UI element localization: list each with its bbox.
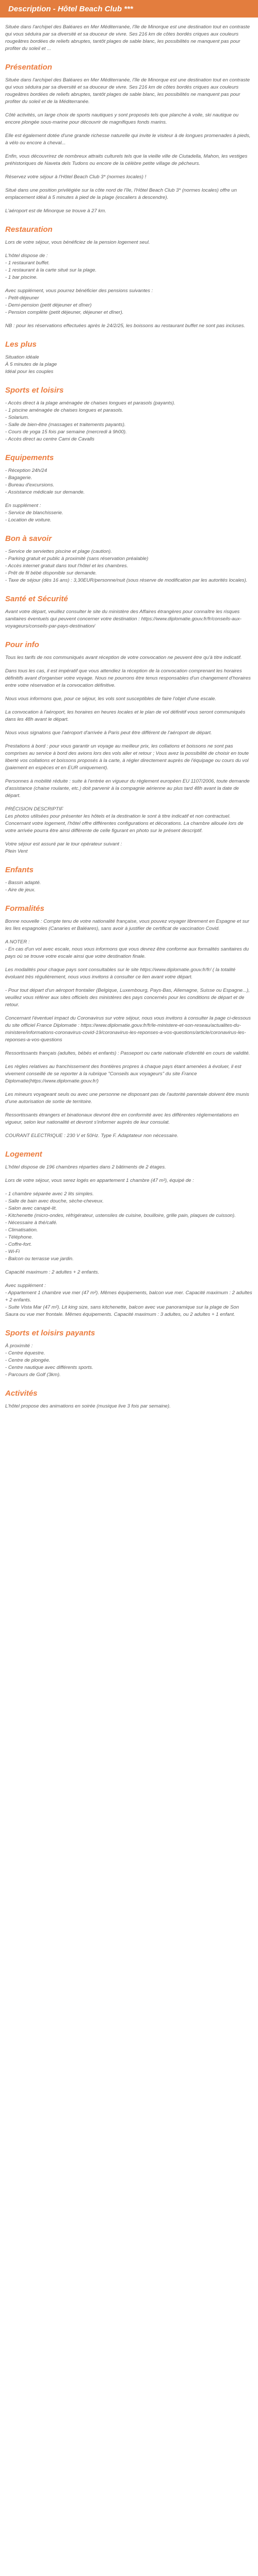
list-item: - 1 bar piscine. <box>5 275 38 280</box>
paragraph: Les photos utilisées pour présenter les hôtels et la destination le sont à titre indicatif et non contractuel. Concernant votre logement, l'hôtel offre différentes configurations et décorations. La chambre allouée lors de votre arrivée pourra être ainsi différente de celle figurant en photo sur le présent descriptif. <box>5 814 244 834</box>
list-item: - Assistance médicale sur demande. <box>5 489 85 495</box>
list-item: - Accès direct au centre Cami de Cavalls <box>5 436 94 442</box>
section-title-equipements: Equipements <box>5 453 54 462</box>
section-title-presentation: Présentation <box>5 63 52 72</box>
section-title-sports-payants: Sports et loisirs payants <box>5 1329 95 1337</box>
list-item: - Balcon ou terrasse vue jardin. <box>5 1256 74 1262</box>
paragraph: - Pour tout départ d'un aéroport frontalier (Belgique, Luxembourg, Pays-Bas, Allemagne, Suisse ou Espagne...), veuillez vous référer aux sites officiels des ministères des pays concernés pour les conditions de départ et de retour. <box>5 988 250 1008</box>
section-title-formalites: Formalités <box>5 904 44 913</box>
list-item: - Salle de bain avec douche, sèche-cheveux. <box>5 1198 104 1204</box>
paragraph: Nous vous informons que, pour ce séjour, les vols sont susceptibles de faire l'objet d'une escale. <box>5 696 216 702</box>
kids-list <box>5 879 253 894</box>
list-item: - 1 restaurant à la carte situé sur la plage. <box>5 267 97 273</box>
description-content <box>0 18 258 1410</box>
paragraph: Ressortissants français (adultes, bébés et enfants) : Passeport ou carte nationale d'identité en cours de validité. <box>5 1050 250 1056</box>
list-item: - Parking gratuit et public à proximité (sans réservation préalable) <box>5 556 149 562</box>
paragraph: Nous vous signalons que l'aéroport d'arrivée à Paris peut être différent de l'aéroport de départ. <box>5 730 212 736</box>
list-item: - Bagagerie. <box>5 475 33 481</box>
restaurant-list <box>5 252 253 281</box>
list-intro: À proximité : <box>5 1343 33 1349</box>
paragraph: L'hôtel dispose de 196 chambres réparties dans 2 bâtiments de 2 étages. <box>5 1164 166 1170</box>
equipment-list <box>5 467 253 496</box>
paragraph: Les modalités pour chaque pays sont consultables sur le site https://www.diplomatie.gouv.fr/fr/ ( la totalité évoluant très régulièrement, nous vous invitons à consulter ce lien avant votre départ. <box>5 967 236 980</box>
subheading: Avec supplément : <box>5 1283 46 1289</box>
section-title-sante: Santé et Sécurité <box>5 595 68 603</box>
subheading: A NOTER : <box>5 939 30 945</box>
list-item: - Service de blanchisserie. <box>5 510 63 516</box>
pension-list <box>5 287 253 316</box>
list-item: Situation idéale <box>5 354 39 360</box>
list-item: Idéal pour les couples <box>5 369 54 375</box>
list-intro: L'hôtel dispose de : <box>5 253 48 259</box>
subheading: PRÉCISION DESCRIPTIF <box>5 806 63 812</box>
list-item: - Demi-pension (petit déjeuner et dîner) <box>5 302 92 308</box>
paragraph: Située dans l'archipel des Baléares en Mer Méditerranée, l'île de Minorque est une destination tout en contraste qui vous séduira par sa diversité et sa douceur de vivre. Ses 216 km de côtes bordés criques aux couleurs rougeâtres bordées de reliefs abruptes, tantôt plages de sable blanc, les possibilités ne manquent pas pour profiter du soleil et de la Méditerranée. <box>5 77 250 105</box>
page-title: Description - Hôtel Beach Club *** <box>0 0 258 18</box>
list-item: - Petit-déjeuner <box>5 295 39 301</box>
list-item: - Wi-Fi <box>5 1249 20 1255</box>
list-item: - Nécessaire à thé/café. <box>5 1220 58 1226</box>
paragraph: Personnes à mobilité réduite : suite à l'entrée en vigueur du règlement européen EU 1107/2006, toute demande d'assistance (chaise roulante, etc.) doit parvenir à la compagnie aérienne au plus tard 48h avant la date de départ. <box>5 778 250 799</box>
paragraph: Réservez votre séjour à l'Hôtel Beach Club 3* (normes locales) ! <box>5 174 147 180</box>
list-item: - Parcours de Golf (3km). <box>5 1372 61 1378</box>
list-item: - Centre équestre. <box>5 1350 45 1356</box>
tour-operator: Plein Vent <box>5 849 28 854</box>
list-item: - Réception 24h/24 <box>5 468 47 473</box>
list-item: - Kitchenette (micro-ondes, réfrigérateur, ustensiles de cuisine, bouilloire, grille pain, plaques de cuisson). <box>5 1213 236 1218</box>
paragraph: Bonne nouvelle : Compte tenu de votre nationalité française, vous pouvez voyager librement en Espagne et sur les îles espagnoles (Canaries et Baléares), sans avoir à justifier de certificat de vaccination Covid. <box>5 919 250 931</box>
list-item: - Centre de plongée. <box>5 1358 51 1363</box>
paragraph: L'hôtel propose des animations en soirée (musique live 3 fois par semaine). <box>5 1403 171 1409</box>
list-item: - Taxe de séjour (dès 16 ans) : 3,30EUR/personne/nuit (sous réserve de modification par les autorités locales). <box>5 578 248 583</box>
list-item: - Appartement 1 chambre vue mer (47 m²). Mêmes équipements, balcon vue mer. Capacité maximum : 2 adultes + 2 enfants. <box>5 1290 252 1303</box>
room-equipment-list <box>5 1191 253 1263</box>
list-item: - Centre nautique avec différents sports. <box>5 1365 93 1370</box>
list-item: - Bureau d'excursions. <box>5 482 55 488</box>
list-item: - Accès direct à la plage aménagée de chaises longues et parasols (payants). <box>5 400 175 406</box>
list-item: - Salle de bien-être (massages et traitements payants). <box>5 422 126 428</box>
paragraph: Capacité maximum : 2 adultes + 2 enfants. <box>5 1269 100 1275</box>
section-title-logement: Logement <box>5 1150 42 1159</box>
paragraph: Enfin, vous découvrirez de nombreux attraits culturels tels que la vieille ville de Ciutadella, Mahon, les vestiges préhistoriques de Naveta dels Tudons ou encore de la célèbre petite village de pêcheurs. <box>5 154 248 166</box>
list-item: - Salon avec canapé-lit. <box>5 1206 57 1211</box>
paragraph: Côté activités, un large choix de sports nautiques y sont proposés tels que planche à voile, ski nautique ou encore plongée sous-marine pour découvrir de magnifiques fonds marins. <box>5 112 239 125</box>
list-item: - Solarium. <box>5 415 29 420</box>
paragraph: Votre séjour est assuré par le tour opérateur suivant : <box>5 841 122 847</box>
list-item: - 1 piscine aménagée de chaises longues et parasols. <box>5 408 123 413</box>
list-item: - 1 restaurant buffet. <box>5 260 50 266</box>
section-title-restauration: Restauration <box>5 225 53 234</box>
list-item: - Accès internet gratuit dans tout l'hôtel et les chambres. <box>5 563 128 569</box>
paragraph: Lors de votre séjour, vous serez logés en appartement 1 chambre (47 m²), équipé de : <box>5 1178 194 1183</box>
section-title-enfants: Enfants <box>5 866 34 874</box>
section-title-bon-a-savoir: Bon à savoir <box>5 534 52 543</box>
intro-paragraph: Située dans l'archipel des Baléares en Mer Méditerranée, l'île de Minorque est une destination tout en contraste qui vous séduira par sa diversité et sa douceur de vivre. Ses 216 km de côtes bordés criques aux couleurs rougeâtres bordées de reliefs abruptes, tantôt plages de sable blanc, les possibilités ne manquent pas pour profiter du soleil et ... <box>5 24 250 52</box>
paragraph: L'aéroport est de Minorque se trouve à 27 km. <box>5 208 106 214</box>
list-item: - Cours de yoga 15 fois par semaine (mercredi à 9h00). <box>5 429 127 435</box>
paragraph: Ressortissants étrangers et binationaux devront être en conformité avec les différentes réglementations en vigueur, selon leur nationalité et devront s'informer auprès de leur consulat. <box>5 1112 239 1125</box>
list-item: - Téléphone. <box>5 1234 33 1240</box>
paragraph: Prestations à bord : pour vous garantir un voyage au meilleur prix, les collations et boissons ne sont pas comprises au service à bord des avions lors des vols aller et retour ; Vous avez la possibilité de choisir en toute liberté vos collations et boissons proposés à la carte, à régler directement auprès de l'équipage ou cours du vol (paiement en espèces et en EUR uniquement). <box>5 743 249 771</box>
list-item: - Coffre-fort. <box>5 1242 32 1247</box>
good-to-know-list <box>5 548 253 584</box>
list-item: - Location de voiture. <box>5 517 52 523</box>
paragraph: Avant votre départ, veuillez consulter le site du ministère des Affaires étrangères pour connaître les risques sanitaires éventuels qui peuvent concerner votre destination : https://www.diplomatie.gouv.fr/fr/conseils-aux-voyageurs/conseils-par-pays-destination/ <box>5 609 241 629</box>
paragraph: Lors de votre séjour, vous bénéficiez de la pension logement seul. <box>5 240 150 245</box>
list-item: À 5 minutes de la plage <box>5 362 57 367</box>
section-title-pour-info: Pour info <box>5 640 39 649</box>
list-item: - Pension complète (petit déjeuner, déjeuner et dîner). <box>5 310 124 315</box>
paragraph: NB : pour les réservations effectuées après le 24/2/25, les boissons au restaurant buffet ne sont pas incluses. <box>5 323 246 329</box>
paragraph: - En cas d'un vol avec escale, nous vous informons que vous devrez être conforme aux formalités sanitaires du pays où se trouve votre escale ainsi que votre destination finale. <box>5 946 249 959</box>
paragraph: Tous les tarifs de nos communiqués avant réception de votre convocation ne peuvent être qu'à titre indicatif. <box>5 655 242 660</box>
paragraph: La convocation à l'aéroport, les horaires en heures locales et le plan de vol définitif vous seront communiqués dans les 48h avant le départ. <box>5 709 246 722</box>
list-item: - Service de serviettes piscine et plage (caution). <box>5 549 112 554</box>
list-item: - Prêt de fil bébé disponible sur demande. <box>5 570 97 576</box>
paragraph: Situé dans une position privilégiée sur la côte nord de l'île, l'Hôtel Beach Club 3* (normes locales) offre un emplacement idéal à 5 minutes à pied de la plage (escaliers à descendre). <box>5 188 237 200</box>
list-item: - Suite Vista Mar (47 m²). Lit king size, sans kitchenette, balcon avec vue panoramique sur la plage de Son Saura ou vue mer frontale. Mêmes équipements. Capacité maximum : 3 adultes, ou 2 adultes + 1 enfant. <box>5 1304 239 1317</box>
list-intro: Avec supplément, vous pourrez bénéficier des pensions suivantes : <box>5 288 153 294</box>
list-item: - Bassin adapté. <box>5 880 41 886</box>
room-upgrade-list <box>5 1290 253 1318</box>
list-item: - Climatisation. <box>5 1227 38 1233</box>
highlights-list <box>5 354 253 376</box>
paragraph: COURANT ELECTRIQUE : 230 V et 50Hz. Type F. Adaptateur non nécessaire. <box>5 1133 179 1139</box>
section-title-activites: Activités <box>5 1389 38 1398</box>
paragraph: Dans tous les cas, il est impératif que vous attendiez la réception de la convocation comprenant les horaires définitifs avant d'organiser votre voyage. Nous ne pourrons être tenus responsables d'un changement d'horaires entre votre réservation et la convocation définitive. <box>5 668 251 688</box>
equipment-extra-list <box>5 502 253 524</box>
list-intro: En supplément : <box>5 503 41 509</box>
sports-list <box>5 400 253 443</box>
paragraph: Concernant l'éventuel impact du Coronavirus sur votre séjour, nous vous invitons à consulter la page ci-dessous du site officiel France Diplomatie : https://www.diplomatie.gouv.fr/fr/le-ministere-et-son-reseau/actualites-du-ministere/informations-coronavirus-covid-19/coronavirus-les-reponses-a-vos-questions/article/coronavirus-les-reponses-a-vos-questions <box>5 1015 251 1043</box>
section-title-sports: Sports et loisirs <box>5 386 64 395</box>
list-item: - 1 chambre séparée avec 2 lits simples. <box>5 1191 94 1197</box>
paragraph: Les mineurs voyageant seuls ou avec une personne ne disposant pas de l'autorité parentale doivent être munis d'une autorisation de sortie de territoire. <box>5 1092 249 1105</box>
paid-sports-list <box>5 1343 253 1379</box>
list-item: - Aire de jeux. <box>5 887 36 893</box>
section-title-les-plus: Les plus <box>5 340 37 349</box>
paragraph: Elle est également dotée d'une grande richesse naturelle qui invite le visiteur à de longues promenades à pieds, à vélo ou encore à cheval... <box>5 133 251 146</box>
paragraph: Les règles relatives au franchissement des frontières propres à chaque pays étant amenées à évoluer, il est vivement conseillé de se reporter à la rubrique "Conseils aux voyageurs" du site France Diplomatie(https://www.diplomatie.gouv.fr/) <box>5 1064 241 1084</box>
